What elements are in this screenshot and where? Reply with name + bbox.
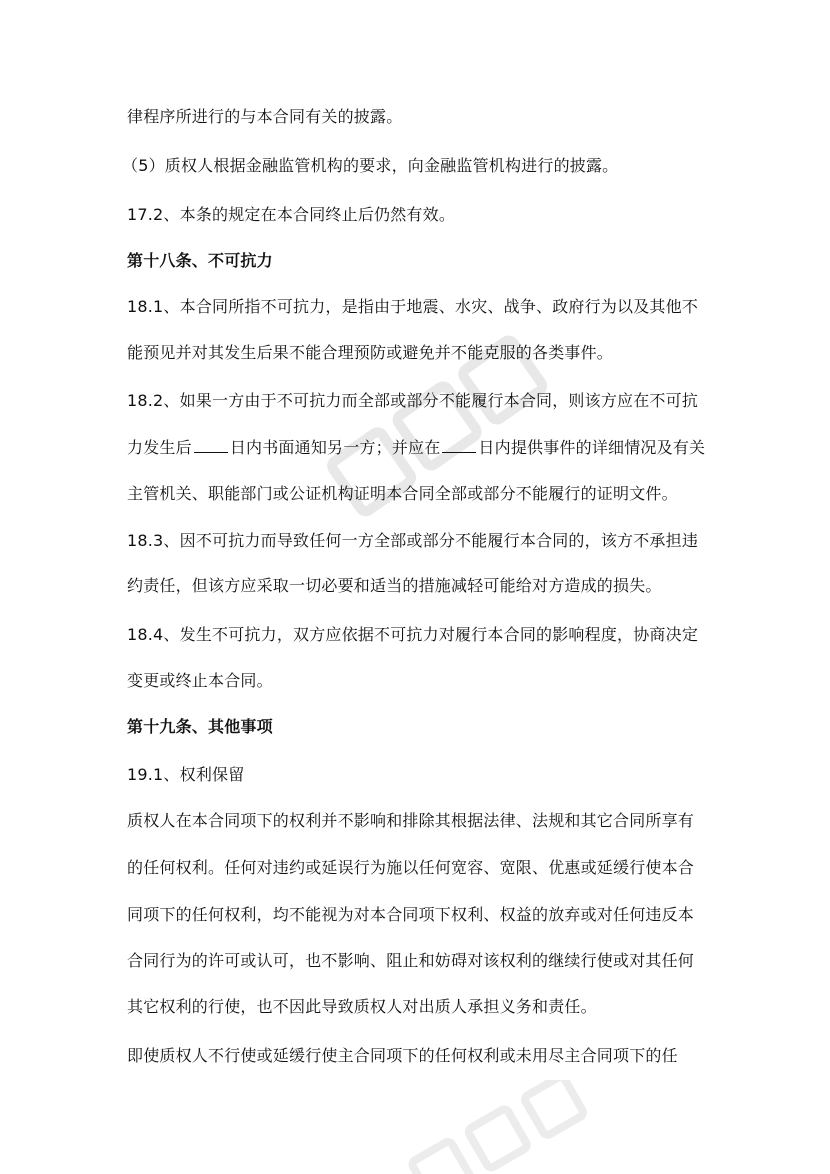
text-line-with-blanks (127, 437, 705, 459)
fill-in-blank (194, 438, 228, 453)
text-line: 的任何权利。任何对违约或延误行为施以任何宽容、宽限、优惠或延缓行使本合 (127, 858, 695, 877)
text-line: 17.2、本条的规定在本合同终止后仍然有效。 (127, 205, 456, 224)
text-line: 18.3、因不可抗力而导致任何一方全部或部分不能履行本合同的，该方不承担违 (127, 531, 699, 550)
text-line: 即使质权人不行使或延缓行使主合同项下的任何权利或未用尽主合同项下的任 (127, 1046, 678, 1065)
fill-in-blank (442, 438, 476, 453)
text-line: 18.1、本合同所指不可抗力，是指由于地震、水灾、战争、政府行为以及其他不 (127, 297, 699, 316)
text-line: 19.1、权利保留 (127, 765, 245, 784)
text-line: 质权人在本合同项下的权利并不影响和排除其根据法律、法规和其它合同所享有 (127, 811, 695, 830)
text-segment: 力发生后 (127, 438, 192, 457)
text-segment: 日内书面通知另一方；并应在 (229, 438, 441, 457)
watermark-icon (290, 300, 590, 560)
text-segment: 日内提供事件的详细情况及有关 (478, 438, 706, 457)
text-line: 其它权利的行使，也不因此导致质权人对出质人承担义务和责任。 (127, 997, 597, 1016)
text-line: 变更或终止本合同。 (127, 671, 273, 690)
section-heading-18: 第十八条、不可抗力 (127, 251, 273, 270)
text-line: 主管机关、职能部门或公证机构证明本合同全部或部分不能履行的证明文件。 (127, 484, 678, 503)
text-line: 18.2、如果一方由于不可抗力而全部或部分不能履行本合同，则该方应在不可抗 (127, 391, 699, 410)
text-line: 同项下的任何权利，均不能视为对本合同项下权利、权益的放弃或对任何违反本 (127, 905, 695, 924)
text-line: 合同行为的许可或认可，也不影响、阻止和妨碍对该权利的继续行使或对其任何 (127, 951, 695, 970)
text-line: 能预见并对其发生后果不能合理预防或避免并不能克服的各类事件。 (127, 343, 614, 362)
watermark-icon-bottom (380, 1080, 600, 1174)
text-line: 18.4、发生不可抗力，双方应依据不可抗力对履行本合同的影响程度，协商决定 (127, 625, 699, 644)
text-line: 律程序所进行的与本合同有关的披露。 (127, 107, 403, 126)
text-line: 约责任，但该方应采取一切必要和适当的措施减轻可能给对方造成的损失。 (127, 576, 662, 595)
text-line: （5）质权人根据金融监管机构的要求，向金融监管机构进行的披露。 (122, 156, 619, 175)
section-heading-19: 第十九条、其他事项 (127, 717, 273, 736)
